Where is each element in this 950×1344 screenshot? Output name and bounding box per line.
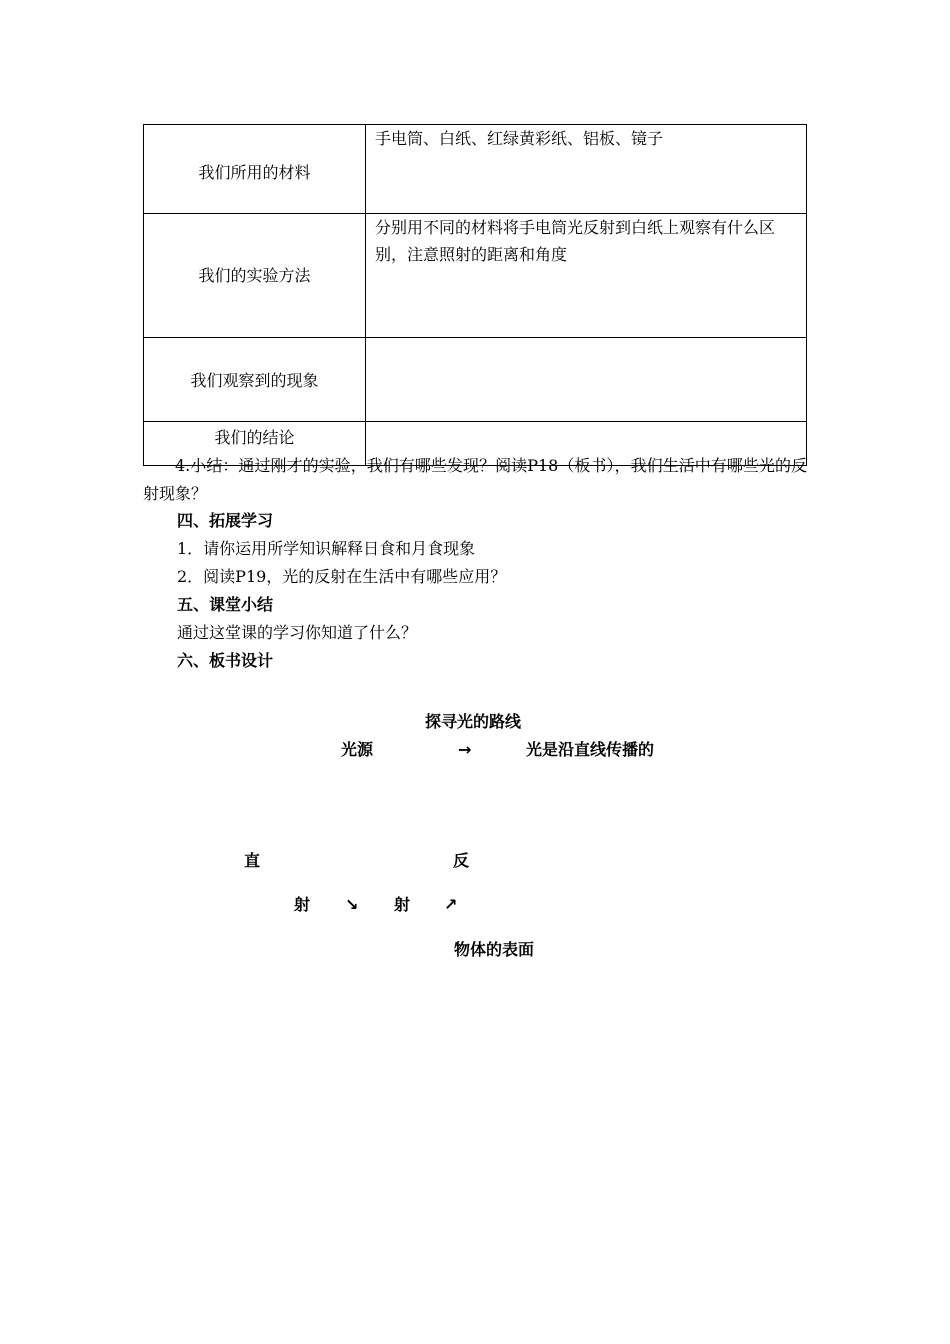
row-label-materials: 我们所用的材料 — [144, 125, 366, 214]
section-5-heading: 五、课堂小结 — [177, 595, 274, 614]
board-object-surface: 物体的表面 — [454, 940, 535, 959]
summary-paragraph: 4.小结：通过刚才的实验，我们有哪些发现？阅读P18（板书），我们生活中有哪些光的反射现象？ — [143, 456, 807, 503]
experiment-table — [143, 124, 807, 466]
row-value-method: 分别用不同的材料将手电筒光反射到白纸上观察有什么区别，注意照射的距离和角度 — [366, 214, 807, 338]
row-value-materials: 手电筒、白纸、红绿黄彩纸、铝板、镜子 — [366, 125, 807, 214]
board-light-source: 光源 — [341, 740, 374, 759]
board-straight-line: 光是沿直线传播的 — [526, 740, 655, 759]
table-row — [144, 338, 807, 422]
row-label-observation: 我们观察到的现象 — [144, 338, 366, 422]
row-label-method: 我们的实验方法 — [144, 214, 366, 338]
section-4-item-1: 1．请你运用所学知识解释日食和月食现象 — [177, 539, 476, 558]
board-fan: 反 — [453, 851, 470, 870]
section-4-heading: 四、拓展学习 — [177, 511, 274, 530]
section-6-heading: 六、板书设计 — [177, 651, 274, 670]
table-row — [144, 125, 807, 214]
board-she-2: 射 — [394, 895, 411, 914]
row-value-observation — [366, 338, 807, 422]
arrow-up-right-icon: ↗ — [444, 895, 458, 914]
arrow-right-icon: → — [458, 740, 472, 759]
board-title: 探寻光的路线 — [425, 712, 522, 731]
table-row — [144, 214, 807, 338]
board-she-1: 射 — [294, 895, 311, 914]
section-4-item-2: 2．阅读P19，光的反射在生活中有哪些应用？ — [177, 567, 507, 586]
board-zhi: 直 — [244, 851, 261, 870]
section-5-text: 通过这堂课的学习你知道了什么？ — [177, 623, 418, 642]
arrow-down-right-icon: ↘ — [345, 895, 359, 914]
row-label-conclusion: 我们的结论 — [144, 422, 366, 466]
